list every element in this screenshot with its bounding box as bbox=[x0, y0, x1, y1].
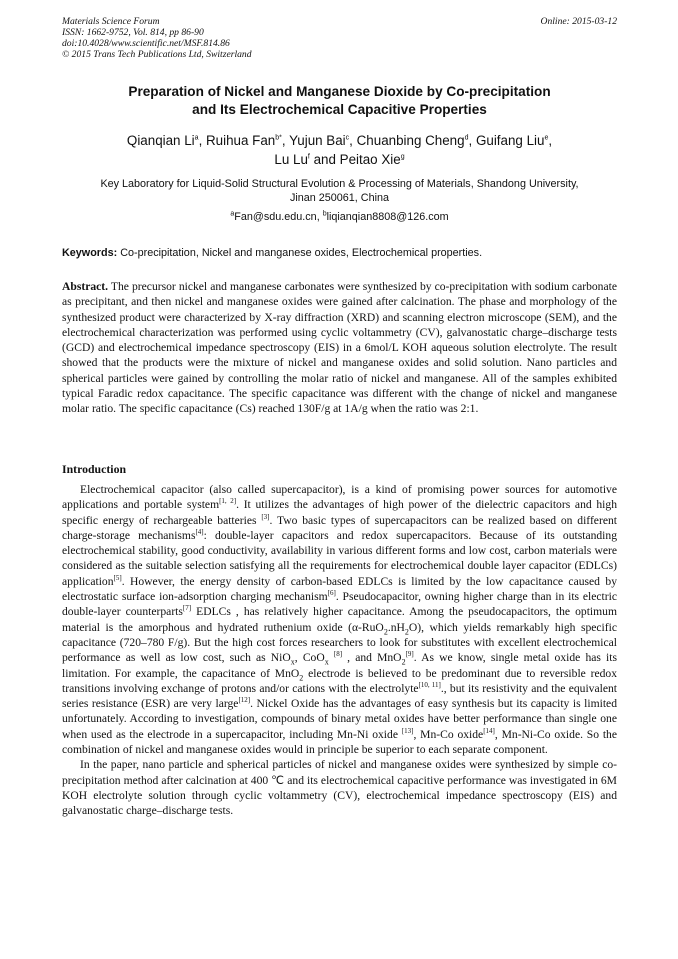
text-run: EDLCs , has relatively higher capacitance. Among the pseudocapacitors, the optimum material is the amorphous and hydrated ruthenium oxide (α-RuO bbox=[62, 605, 617, 634]
author-name: Peitao Xie bbox=[339, 152, 401, 167]
section-heading-introduction: Introduction bbox=[62, 462, 127, 476]
affiliation-line-2: Jinan 250061, China bbox=[289, 192, 390, 204]
keywords bbox=[62, 246, 617, 260]
chem-subscript: 2 bbox=[404, 626, 409, 636]
citation-ref[interactable]: [8] bbox=[333, 650, 343, 659]
author-separator: , bbox=[468, 133, 476, 148]
text-run: ., but its resistivity and the equivalent series resistance (ESR) are very large bbox=[62, 681, 617, 711]
author-name: Yujun Bai bbox=[289, 133, 346, 148]
citation-ref[interactable]: [12] bbox=[238, 696, 251, 705]
keywords-text: Co-precipitation, Nickel and manganese oxides, Electrochemical properties. bbox=[120, 247, 483, 259]
author-name: Chuanbing Cheng bbox=[356, 133, 465, 148]
title-line-2: and Its Electrochemical Capacitive Properties bbox=[192, 102, 487, 117]
citation-ref[interactable]: [9] bbox=[405, 650, 414, 659]
text-run: , Mn-Ni-Co oxide. So the combination of nickel and manganese oxides would in principle be superior to each separate component. bbox=[62, 727, 618, 757]
text-run: electrode is believed to be predominant due to reversible redox transitions involving exchange of protons and/or cations with the electrolyte bbox=[62, 666, 617, 695]
introduction-body bbox=[62, 482, 617, 819]
citation-ref[interactable]: [4] bbox=[195, 528, 204, 537]
author-affil-sup: d bbox=[464, 134, 469, 142]
chem-subscript: 2 bbox=[383, 626, 388, 636]
title-line-1: Preparation of Nickel and Manganese Dioxide by Co-precipitation bbox=[128, 84, 551, 99]
author-name: Lu Lu bbox=[274, 152, 308, 167]
email-separator: , bbox=[316, 211, 323, 223]
text-run: . It utilizes the advantages of high power of the dielectric capacitors and high specific energy of rechargeable batteries bbox=[62, 498, 617, 527]
author-affil-sup: b* bbox=[275, 134, 282, 142]
author-separator: , bbox=[548, 133, 553, 148]
text-run: .nH bbox=[387, 620, 405, 634]
citation-ref[interactable]: [14] bbox=[483, 726, 495, 735]
email-sup-a: a bbox=[230, 210, 235, 218]
email-b[interactable]: liqianqian8808@126.com bbox=[326, 211, 449, 223]
affiliation bbox=[62, 177, 617, 205]
abstract-label: Abstract. bbox=[62, 280, 109, 293]
author-affil-sup: a bbox=[194, 134, 199, 142]
citation-ref[interactable]: [7] bbox=[182, 604, 192, 613]
text-run: , Mn-Co oxide bbox=[413, 727, 484, 741]
intro-paragraph-2: In the paper, nano particle and spherical particles of nickel and manganese oxides were synthesized by simple co-precipitation method after calcination at 400 ℃ and its electrochemical capacitive performance was investigated in 6M KOH electrolyte solution through cyclic voltammetry (CV), electrochemical impedance spectroscopy (EIS) and galvanostatic charge–discharge tests. bbox=[62, 758, 617, 818]
abstract-text: The precursor nickel and manganese carbonates were synthesized by co-precipitation with sodium carbonate as precipitant, and then nickel and manganese oxides were gained after calcination. The phase and morphology of the synthesized product were characterized by X-ray diffraction (XRD) and scanning electron microscope (SEM), and the electrochemical characterization was performed using cyclic voltammetry (CV), galvanostatic charge–discharge tests (GCD) and electrochemical impedance spectroscopy (EIS) in a 6mol/L KOH aqueous solution electrolyte. The result showed that the products were the mixture of nickel and manganese oxides and solid solution. Nano particles and spherical particles were gained by controlling the molar ratio of nickel and manganese. All of the samples exhibited typical Faradic redox capacitance. The specific capacitance was different with the change of nickel and manganese molar ratio. The specific capacitance (Cs) reached 130F/g at 1A/g when the ratio was 2:1. bbox=[62, 280, 617, 416]
online-date: Online: 2015-03-12 bbox=[540, 16, 617, 27]
paper-title bbox=[62, 83, 617, 119]
author-affil-sup: e bbox=[544, 134, 549, 142]
author-affil-sup: g bbox=[400, 153, 405, 161]
text-run: . Nickel Oxide has the advantages of easy synthesis but its capacity is limited unfortunately. According to investigation, compounds of binary metal oxides have better performance than single one when used as the electrode in a supercapacitor, including Mn-Ni oxide bbox=[62, 697, 617, 741]
journal-issn: ISSN: 1662-9752, Vol. 814, pp 86-90 bbox=[62, 27, 204, 38]
text-run: : double-layer capacitors and redox supercapacitors. Because of its outstanding electrochemical stability, good conductivity, availability in various different forms and low cost, carbon materials were considered as the suitable selection satisfying all the requirements for electrochemical double layer capacitor (EDLCs) application bbox=[62, 528, 618, 588]
journal-header bbox=[62, 16, 617, 60]
author-list bbox=[62, 131, 617, 169]
citation-ref[interactable]: [1, 2] bbox=[219, 497, 237, 506]
author-affil-sup: f bbox=[307, 153, 310, 161]
text-run: . Pseudocapacitor, owning higher charge than in its electric double-layer counterparts bbox=[62, 590, 618, 619]
abstract bbox=[62, 279, 617, 417]
author-name: Guifang Liu bbox=[475, 133, 545, 148]
keywords-label: Keywords: bbox=[62, 247, 118, 259]
intro-paragraph-1 bbox=[62, 482, 617, 757]
chem-subscript: x bbox=[290, 657, 295, 667]
journal-doi[interactable]: doi:10.4028/www.scientific.net/MSF.814.86 bbox=[62, 38, 230, 49]
author-separator: , bbox=[349, 133, 357, 148]
author-affil-sup: c bbox=[345, 134, 350, 142]
author-separator: , bbox=[281, 133, 290, 148]
text-run: . Two basic types of supercapacitors can be realized based on different charge-storage mechanisms bbox=[62, 513, 617, 542]
text-run: . However, the energy density of carbon-based EDLCs is limited by the low capacitance caused by electrostatic surface ion-adsorption charging mechanism bbox=[62, 574, 617, 604]
affiliation-line-1: Key Laboratory for Liquid-Solid Structural Evolution & Processing of Materials, Shandong University, bbox=[100, 178, 579, 190]
text-run: . As we know, single metal oxide has its limitation. For example, the capacitance of MnO bbox=[62, 651, 617, 680]
author-name: Qianqian Li bbox=[126, 133, 195, 148]
citation-ref[interactable]: [6] bbox=[327, 589, 336, 598]
text-run: , and MnO bbox=[342, 651, 402, 665]
text-run: O), which yields remarkably high specific capacitance (720–780 F/g). But the high cost forces researchers to look for substitutes with excellent electrochemical performance as well as low cost, such as NiO bbox=[62, 620, 617, 665]
citation-ref[interactable]: [3] bbox=[261, 512, 270, 521]
text-run: , CoO bbox=[294, 651, 325, 665]
chem-subscript: 2 bbox=[401, 657, 406, 667]
chem-subscript: 2 bbox=[299, 672, 304, 682]
author-separator: and bbox=[309, 152, 340, 167]
citation-ref[interactable]: [10, 11] bbox=[418, 681, 441, 689]
author-separator: , bbox=[198, 133, 207, 148]
citation-ref[interactable]: [5] bbox=[113, 573, 122, 582]
citation-ref[interactable]: [13] bbox=[401, 726, 414, 735]
journal-copyright: © 2015 Trans Tech Publications Ltd, Switzerland bbox=[62, 49, 252, 60]
journal-name: Materials Science Forum bbox=[62, 16, 160, 27]
text-run: Electrochemical capacitor (also called supercapacitor), is a kind of promising power sources for automotive applications and portable system bbox=[62, 483, 617, 512]
author-name: Ruihua Fan bbox=[206, 133, 276, 148]
author-emails bbox=[62, 210, 617, 224]
email-a[interactable]: Fan@sdu.edu.cn bbox=[234, 211, 317, 223]
chem-subscript: x bbox=[324, 657, 329, 667]
email-sup-b: b bbox=[322, 210, 327, 218]
